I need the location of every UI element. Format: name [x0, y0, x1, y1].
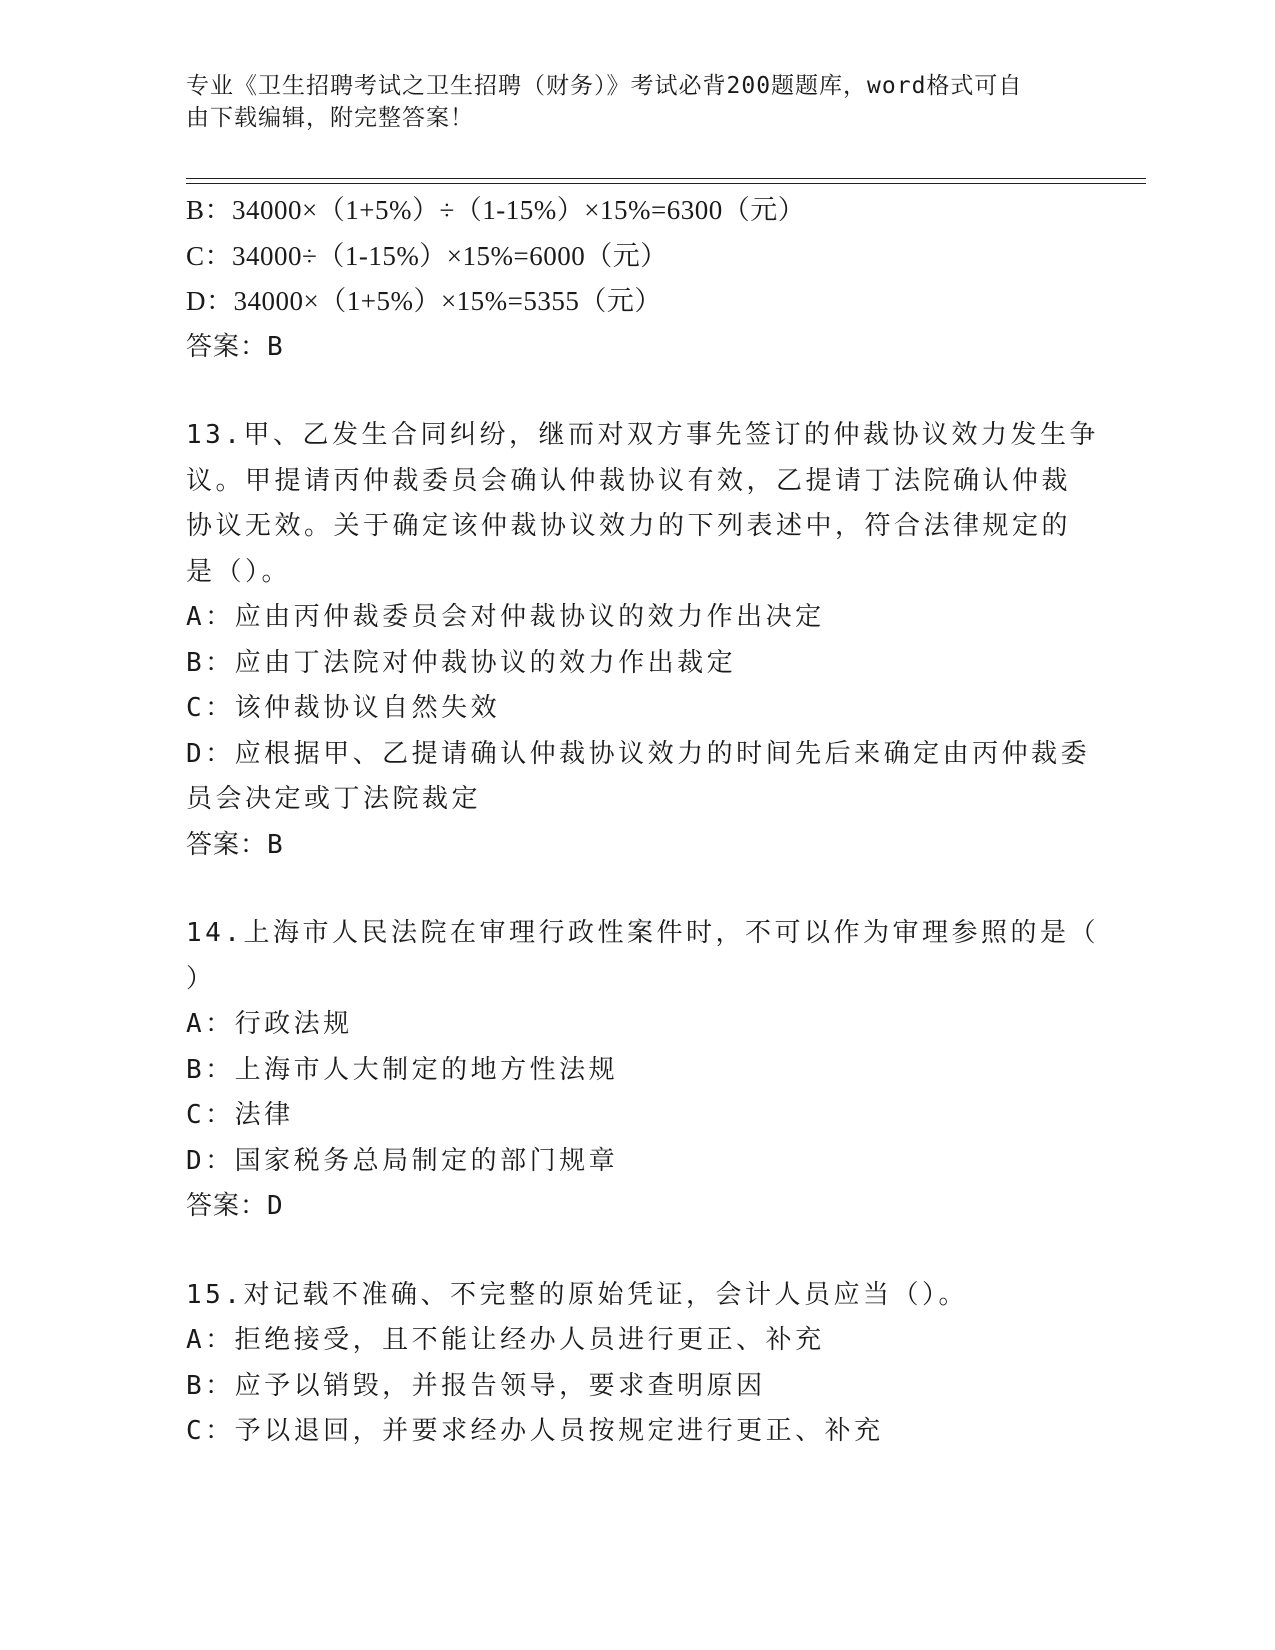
option-c: C：该仲裁协议自然失效 — [186, 693, 501, 723]
option-c: C：法律 — [186, 1100, 294, 1130]
question-stem: ） — [186, 963, 216, 994]
option-b: B：应予以销毁，并报告领导，要求查明原因 — [186, 1370, 766, 1401]
option-c: C：予以退回，并要求经办人员按规定进行更正、补充 — [186, 1416, 884, 1446]
question-12-tail — [186, 188, 1086, 370]
option-d-continued: 员会决定或丁法院裁定 — [186, 784, 482, 814]
header-divider-top — [186, 178, 1146, 179]
question-list — [186, 188, 1099, 1455]
answer: 答案：B — [186, 331, 284, 362]
option-c: C：34000÷（1-15%）×15%=6000（元） — [186, 240, 668, 271]
option-d: D：国家税务总局制定的部门规章 — [186, 1145, 619, 1176]
question-14 — [186, 911, 1099, 1230]
option-b: B：34000×（1+5%）÷（1-15%）×15%=6300（元） — [186, 195, 806, 225]
spacer — [186, 370, 1086, 413]
document-header — [186, 70, 1076, 134]
answer: 答案：D — [186, 1191, 284, 1221]
question-stem: 是（）。 — [186, 556, 292, 587]
question-stem: 14.上海市人民法院在审理行政性案件时，不可以作为审理参照的是（ — [186, 918, 1099, 948]
option-a: A：行政法规 — [186, 1009, 353, 1039]
header-line-2: 由下载编辑，附完整答案！ — [186, 105, 474, 131]
header-divider-bottom — [186, 183, 1146, 184]
question-stem: 议。甲提请丙仲裁委员会确认仲裁协议有效，乙提请丁法院确认仲裁 — [186, 465, 1072, 496]
spacer — [186, 868, 1086, 911]
spacer — [186, 1230, 1086, 1273]
option-d: D：34000×（1+5%）×15%=5355（元） — [186, 286, 662, 316]
question-15 — [186, 1273, 1086, 1455]
question-stem: 协议无效。关于确定该仲裁协议效力的下列表述中，符合法律规定的 — [186, 511, 1072, 541]
question-stem: 15.对记载不准确、不完整的原始凭证，会计人员应当（）。 — [186, 1279, 968, 1310]
option-d: D：应根据甲、乙提请确认仲裁协议效力的时间先后来确定由丙仲裁委 — [186, 738, 1091, 769]
option-b: B：应由丁法院对仲裁协议的效力作出裁定 — [186, 647, 737, 678]
option-b: B：上海市人大制定的地方性法规 — [186, 1054, 619, 1085]
option-a: A：拒绝接受，且不能让经办人员进行更正、补充 — [186, 1325, 825, 1355]
option-a: A：应由丙仲裁委员会对仲裁协议的效力作出决定 — [186, 602, 825, 632]
answer: 答案：B — [186, 829, 284, 860]
header-line-1: 专业《卫生招聘考试之卫生招聘（财务）》考试必背200题题库，word格式可自 — [186, 73, 1023, 99]
question-stem: 13.甲、乙发生合同纠纷，继而对双方事先签订的仲裁协议效力发生争 — [186, 420, 1099, 450]
question-13 — [186, 413, 1099, 868]
